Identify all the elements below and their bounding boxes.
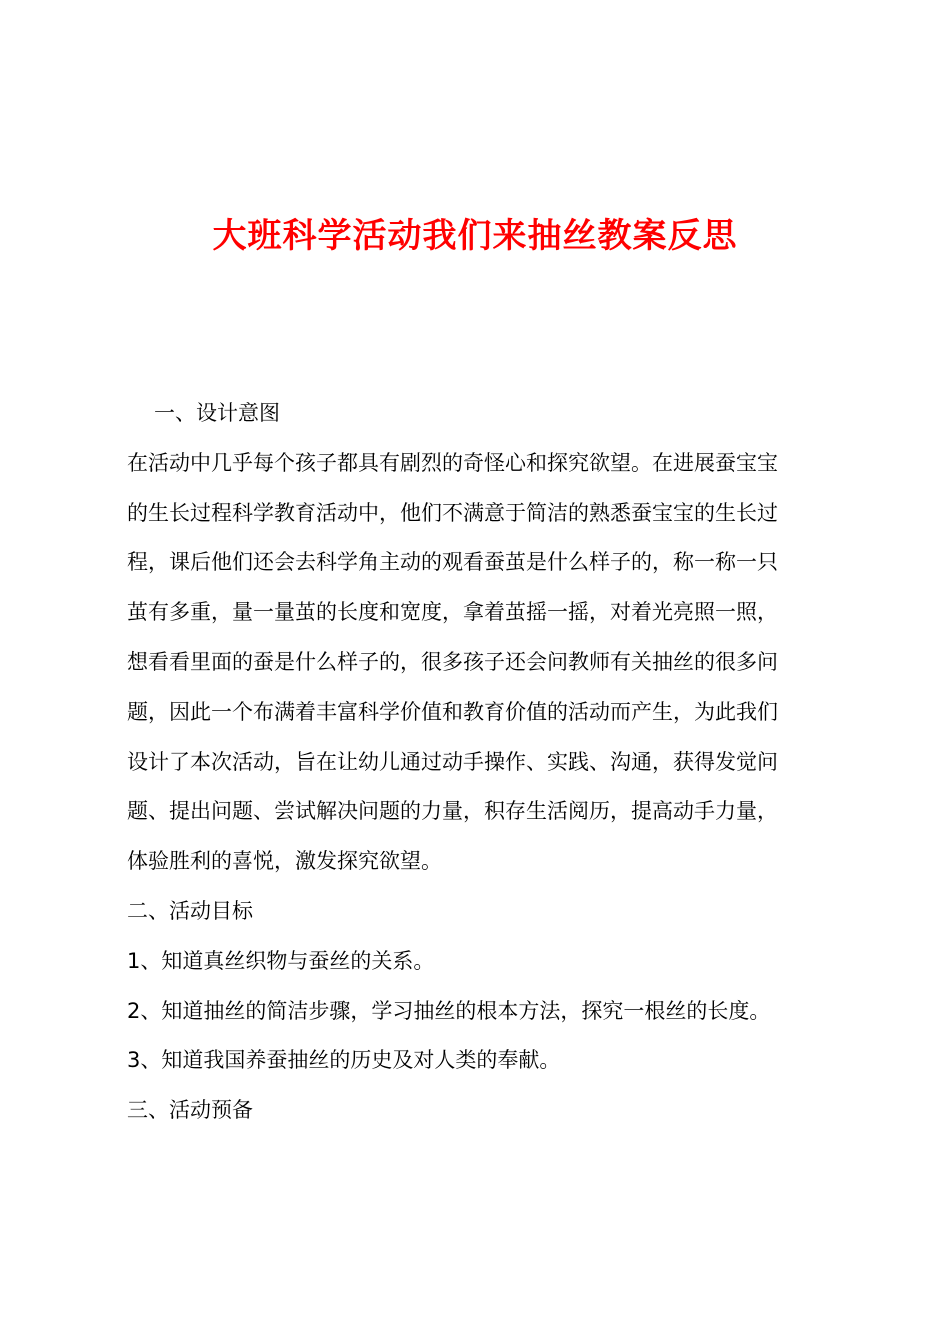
paragraph-line: 题，因此一个布满着丰富科学价值和教育价值的活动而产生，为此我们	[127, 699, 778, 724]
paragraph-line: 想看看里面的蚕是什么样子的，很多孩子还会问教师有关抽丝的很多问	[127, 649, 778, 674]
paragraph-line: 题、提出问题、尝试解决问题的力量，积存生活阅历，提高动手力量，	[127, 799, 778, 824]
paragraph-line: 体验胜利的喜悦，激发探究欲望。	[127, 849, 442, 874]
goals-list	[127, 937, 833, 1086]
paragraph-line: 程，课后他们还会去科学角主动的观看蚕茧是什么样子的，称一称一只	[127, 550, 778, 575]
document-title: 大班科学活动我们来抽丝教案反思	[212, 216, 738, 256]
document-body	[127, 389, 833, 1136]
design-intent-paragraph	[127, 439, 833, 887]
section-heading-activity-preparation: 三、活动预备	[127, 1098, 253, 1123]
section-heading-activity-goals: 二、活动目标	[127, 898, 253, 923]
paragraph-line: 在活动中几乎每个孩子都具有剧烈的奇怪心和探究欲望。在进展蚕宝宝	[127, 450, 778, 475]
paragraph-line: 设计了本次活动，旨在让幼儿通过动手操作、实践、沟通，获得发觉问	[127, 749, 778, 774]
paragraph-line: 的生长过程科学教育活动中，他们不满意于简洁的熟悉蚕宝宝的生长过	[127, 500, 778, 525]
goal-item: 2、知道抽丝的简洁步骤，学习抽丝的根本方法，探究一根丝的长度。	[127, 998, 771, 1023]
paragraph-line: 茧有多重，量一量茧的长度和宽度，拿着茧摇一摇，对着光亮照一照，	[127, 600, 778, 625]
section-heading-design-intent: 一、设计意图	[154, 401, 280, 425]
goal-item: 3、知道我国养蚕抽丝的历史及对人类的奉献。	[127, 1048, 561, 1073]
goal-item: 1、知道真丝织物与蚕丝的关系。	[127, 948, 435, 973]
